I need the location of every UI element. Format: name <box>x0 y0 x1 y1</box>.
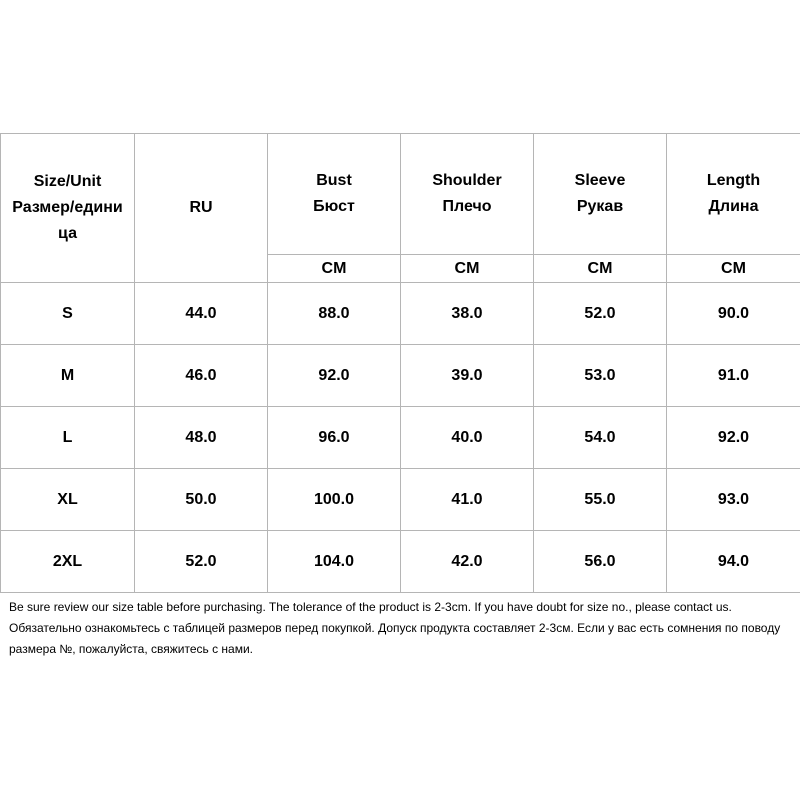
table-row <box>1 469 800 531</box>
table-row <box>1 407 800 469</box>
cell-ru: 52.0 <box>135 531 268 593</box>
cell-sleeve: 54.0 <box>534 407 667 469</box>
size-note <box>9 597 794 660</box>
cell-bust: 104.0 <box>268 531 401 593</box>
note-russian: Обязательно ознакомьтесь с таблицей размеров перед покупкой. Допуск продукта составляет 2-3см. Если у вас есть сомнения по поводу размера №, пожалуйста, свяжитесь с нами. <box>9 621 781 656</box>
cell-length: 92.0 <box>667 407 800 469</box>
header-size-unit: Size/Unit Размер/едини ца <box>1 134 135 283</box>
cell-shoulder: 41.0 <box>401 469 534 531</box>
header-ru: RU <box>135 134 268 283</box>
cell-bust: 100.0 <box>268 469 401 531</box>
cell-size: 2XL <box>1 531 135 593</box>
cell-size: L <box>1 407 135 469</box>
header-row <box>1 134 800 255</box>
cell-ru: 48.0 <box>135 407 268 469</box>
cell-size: S <box>1 283 135 345</box>
cell-shoulder: 38.0 <box>401 283 534 345</box>
unit-sleeve: CM <box>534 255 667 283</box>
cell-length: 93.0 <box>667 469 800 531</box>
cell-length: 94.0 <box>667 531 800 593</box>
header-shoulder: Shoulder Плечо <box>401 134 534 255</box>
unit-shoulder: CM <box>401 255 534 283</box>
cell-shoulder: 42.0 <box>401 531 534 593</box>
cell-size: XL <box>1 469 135 531</box>
cell-size: M <box>1 345 135 407</box>
cell-length: 90.0 <box>667 283 800 345</box>
table-row <box>1 345 800 407</box>
cell-bust: 96.0 <box>268 407 401 469</box>
header-bust: Bust Бюст <box>268 134 401 255</box>
cell-ru: 44.0 <box>135 283 268 345</box>
cell-bust: 92.0 <box>268 345 401 407</box>
cell-ru: 50.0 <box>135 469 268 531</box>
cell-bust: 88.0 <box>268 283 401 345</box>
cell-length: 91.0 <box>667 345 800 407</box>
cell-sleeve: 53.0 <box>534 345 667 407</box>
header-length: Length Длина <box>667 134 800 255</box>
cell-shoulder: 39.0 <box>401 345 534 407</box>
unit-length: CM <box>667 255 800 283</box>
cell-sleeve: 56.0 <box>534 531 667 593</box>
unit-bust: CM <box>268 255 401 283</box>
cell-sleeve: 52.0 <box>534 283 667 345</box>
note-english: Be sure review our size table before purchasing. The tolerance of the product is 2-3cm. If you have doubt for size no., please contact us. <box>9 600 732 614</box>
cell-ru: 46.0 <box>135 345 268 407</box>
size-chart-table <box>0 133 800 593</box>
cell-shoulder: 40.0 <box>401 407 534 469</box>
table-row <box>1 531 800 593</box>
cell-sleeve: 55.0 <box>534 469 667 531</box>
table-row <box>1 283 800 345</box>
header-sleeve: Sleeve Рукав <box>534 134 667 255</box>
